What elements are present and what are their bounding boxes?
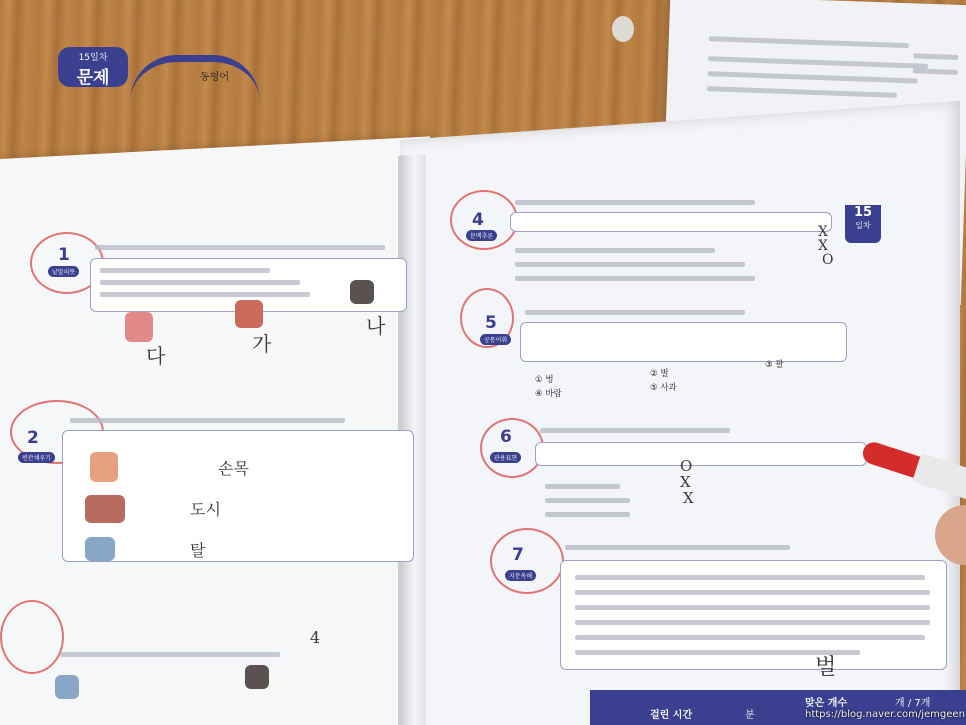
sick-person-illustration [85, 537, 115, 561]
question-number: 4 [472, 210, 484, 230]
person-illustration [235, 300, 263, 328]
option-line [545, 498, 630, 503]
question-text [70, 418, 345, 423]
badge-swoosh [130, 55, 260, 102]
right-day-badge [845, 205, 881, 243]
handwritten-mark: O [680, 457, 693, 475]
question-text [60, 652, 280, 657]
passage-line [575, 620, 930, 625]
text-line [707, 86, 897, 98]
handwritten-answer: 4 [310, 628, 321, 647]
handwritten-mark: X [683, 489, 694, 507]
handwritten-answer: 가 [252, 332, 272, 356]
question-number: 2 [27, 428, 39, 448]
question-number: 5 [485, 313, 497, 333]
question-text [525, 310, 745, 315]
handwritten-mark: X [818, 238, 828, 254]
handwritten-answer: 탈 [190, 541, 206, 560]
handwritten-answer: 손목 [218, 459, 249, 478]
option-line [100, 280, 300, 285]
prisoner-illustration [245, 665, 269, 689]
question-text [515, 200, 755, 205]
text-line [913, 53, 958, 60]
question-text [95, 245, 385, 250]
handwritten-mark: O [822, 252, 834, 268]
question-number: 6 [500, 427, 512, 447]
text-line [708, 56, 928, 69]
minute-label: 분 [745, 710, 755, 721]
text-line [708, 71, 918, 83]
option-line [515, 262, 745, 267]
question-number: 1 [58, 245, 70, 265]
passage-line [575, 590, 930, 595]
right-day-sub: 일차 [855, 221, 871, 230]
red-pen-circle [490, 528, 564, 594]
day-badge [50, 45, 180, 91]
option: ⑤ 사과 [650, 383, 677, 393]
question-text [540, 428, 730, 433]
question-tag: 관용표현 [490, 452, 521, 463]
eraser-crumb [612, 16, 634, 42]
handwritten-answer: 다 [146, 344, 166, 368]
sick-person-illustration [55, 675, 79, 699]
option-line [545, 484, 620, 489]
handwritten-mark: X [680, 473, 691, 491]
watermark: https://blog.naver.com/jemgeen [805, 709, 965, 720]
option-line [545, 512, 630, 517]
handwritten-answer: 나 [366, 314, 386, 338]
red-pen-circle [450, 190, 518, 250]
handwritten-answer: 도시 [190, 500, 221, 519]
day-label: 15일차 [78, 53, 108, 63]
day-pill [58, 47, 128, 87]
question-tag: 낱말의뜻 [48, 266, 79, 277]
question-tag: 공통어휘 [480, 334, 511, 345]
red-pen-circle [0, 600, 64, 674]
question-tag: 빈칸채우기 [18, 452, 55, 463]
time-label: 걸린 시간 [650, 710, 693, 721]
handwritten-mark: X [818, 224, 828, 240]
hint-box [520, 322, 847, 362]
option: ① 벙 [535, 375, 554, 385]
hint-box [510, 212, 832, 232]
hint-box [535, 442, 867, 466]
option: ④ 바람 [535, 389, 562, 399]
option-line [515, 276, 755, 281]
prisoner-illustration [350, 280, 374, 304]
text-line [709, 36, 909, 48]
score-label: 맞은 개수 [805, 698, 848, 709]
question-tag: 문맥추론 [466, 230, 497, 241]
passage-line [575, 635, 925, 640]
score-value: 개 / 7개 [895, 698, 931, 709]
topic-label: 동형어 [200, 72, 229, 83]
option-line [100, 268, 270, 273]
option-line [100, 292, 310, 297]
question-number: 7 [512, 545, 524, 565]
option: ② 벌 [650, 369, 669, 379]
arm-illustration [90, 452, 118, 482]
option: ③ 팔 [765, 360, 784, 370]
passage-line [575, 575, 925, 580]
page-title: 문제 [76, 68, 110, 88]
question-text [565, 545, 790, 550]
text-line [913, 68, 958, 75]
question-tag: 지문독해 [505, 570, 536, 581]
option-line [515, 248, 715, 253]
city-illustration [85, 495, 125, 523]
handwritten-answer: 벌 [815, 655, 837, 680]
person-illustration [125, 312, 153, 342]
right-day-number: 15 [853, 205, 873, 220]
passage-line [575, 605, 930, 610]
